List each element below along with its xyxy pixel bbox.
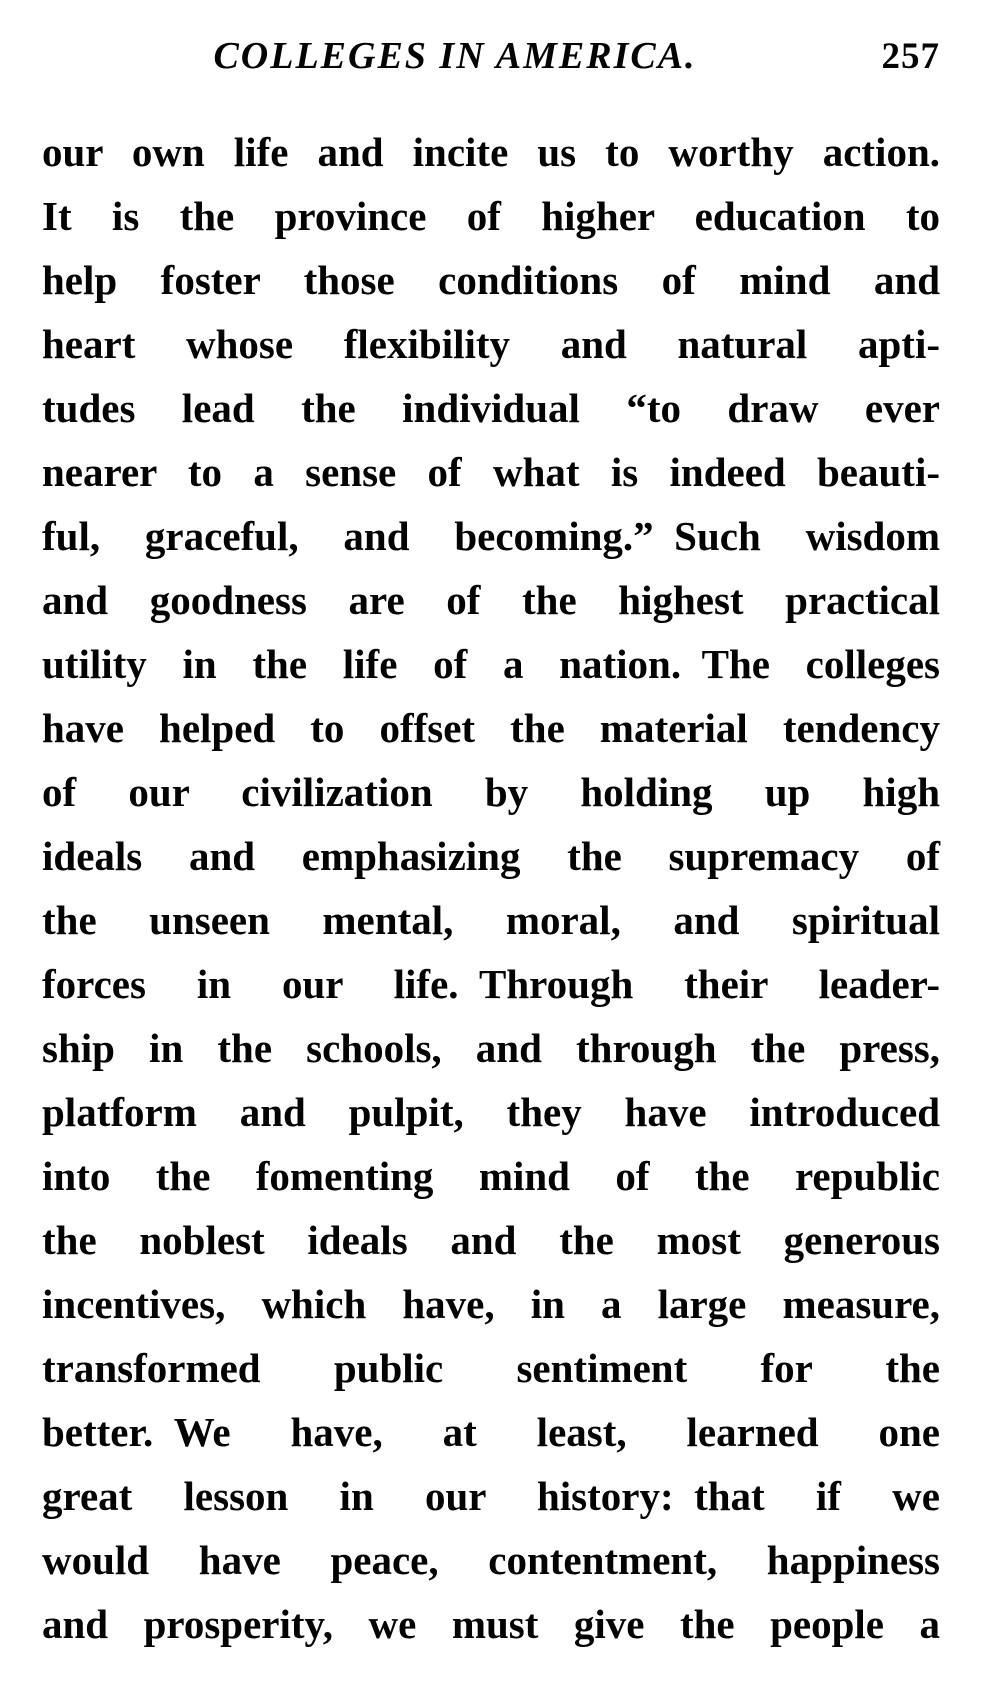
text-line: would have peace, contentment, happiness	[42, 1537, 940, 1583]
running-header	[42, 36, 940, 80]
text-line: ideals and emphasizing the supremacy of	[42, 833, 940, 879]
body-text	[42, 120, 940, 1656]
text-line: better. We have, at least, learned one	[42, 1409, 940, 1455]
text-line: and goodness are of the highest practical	[42, 577, 940, 623]
text-line: into the fomenting mind of the republic	[42, 1153, 940, 1199]
text-line: and prosperity, we must give the people a	[42, 1601, 940, 1647]
text-line: transformed public sentiment for the	[42, 1345, 940, 1391]
page-number: 257	[881, 36, 940, 77]
text-line: the noblest ideals and the most generous	[42, 1217, 940, 1263]
text-line: nearer to a sense of what is indeed beauti-	[42, 449, 940, 495]
text-line: the unseen mental, moral, and spiritual	[42, 897, 940, 943]
text-line: utility in the life of a nation. The colleges	[42, 641, 940, 687]
text-line: of our civilization by holding up high	[42, 769, 940, 815]
text-line: tudes lead the individual “to draw ever	[42, 385, 940, 431]
text-line: forces in our life. Through their leader-	[42, 961, 940, 1007]
text-line: our own life and incite us to worthy action.	[42, 129, 940, 175]
text-line: have helped to offset the material tendency	[42, 705, 940, 751]
text-line: great lesson in our history: that if we	[42, 1473, 940, 1519]
text-line: It is the province of higher education to	[42, 193, 940, 239]
text-line: ship in the schools, and through the press,	[42, 1025, 940, 1071]
text-line: incentives, which have, in a large measure,	[42, 1281, 940, 1327]
text-line: help foster those conditions of mind and	[42, 257, 940, 303]
text-line: heart whose flexibility and natural apti-	[42, 321, 940, 367]
text-line: ful, graceful, and becoming.” Such wisdom	[42, 513, 940, 559]
chapter-title: COLLEGES IN AMERICA.	[213, 35, 697, 77]
text-line: platform and pulpit, they have introduced	[42, 1089, 940, 1135]
